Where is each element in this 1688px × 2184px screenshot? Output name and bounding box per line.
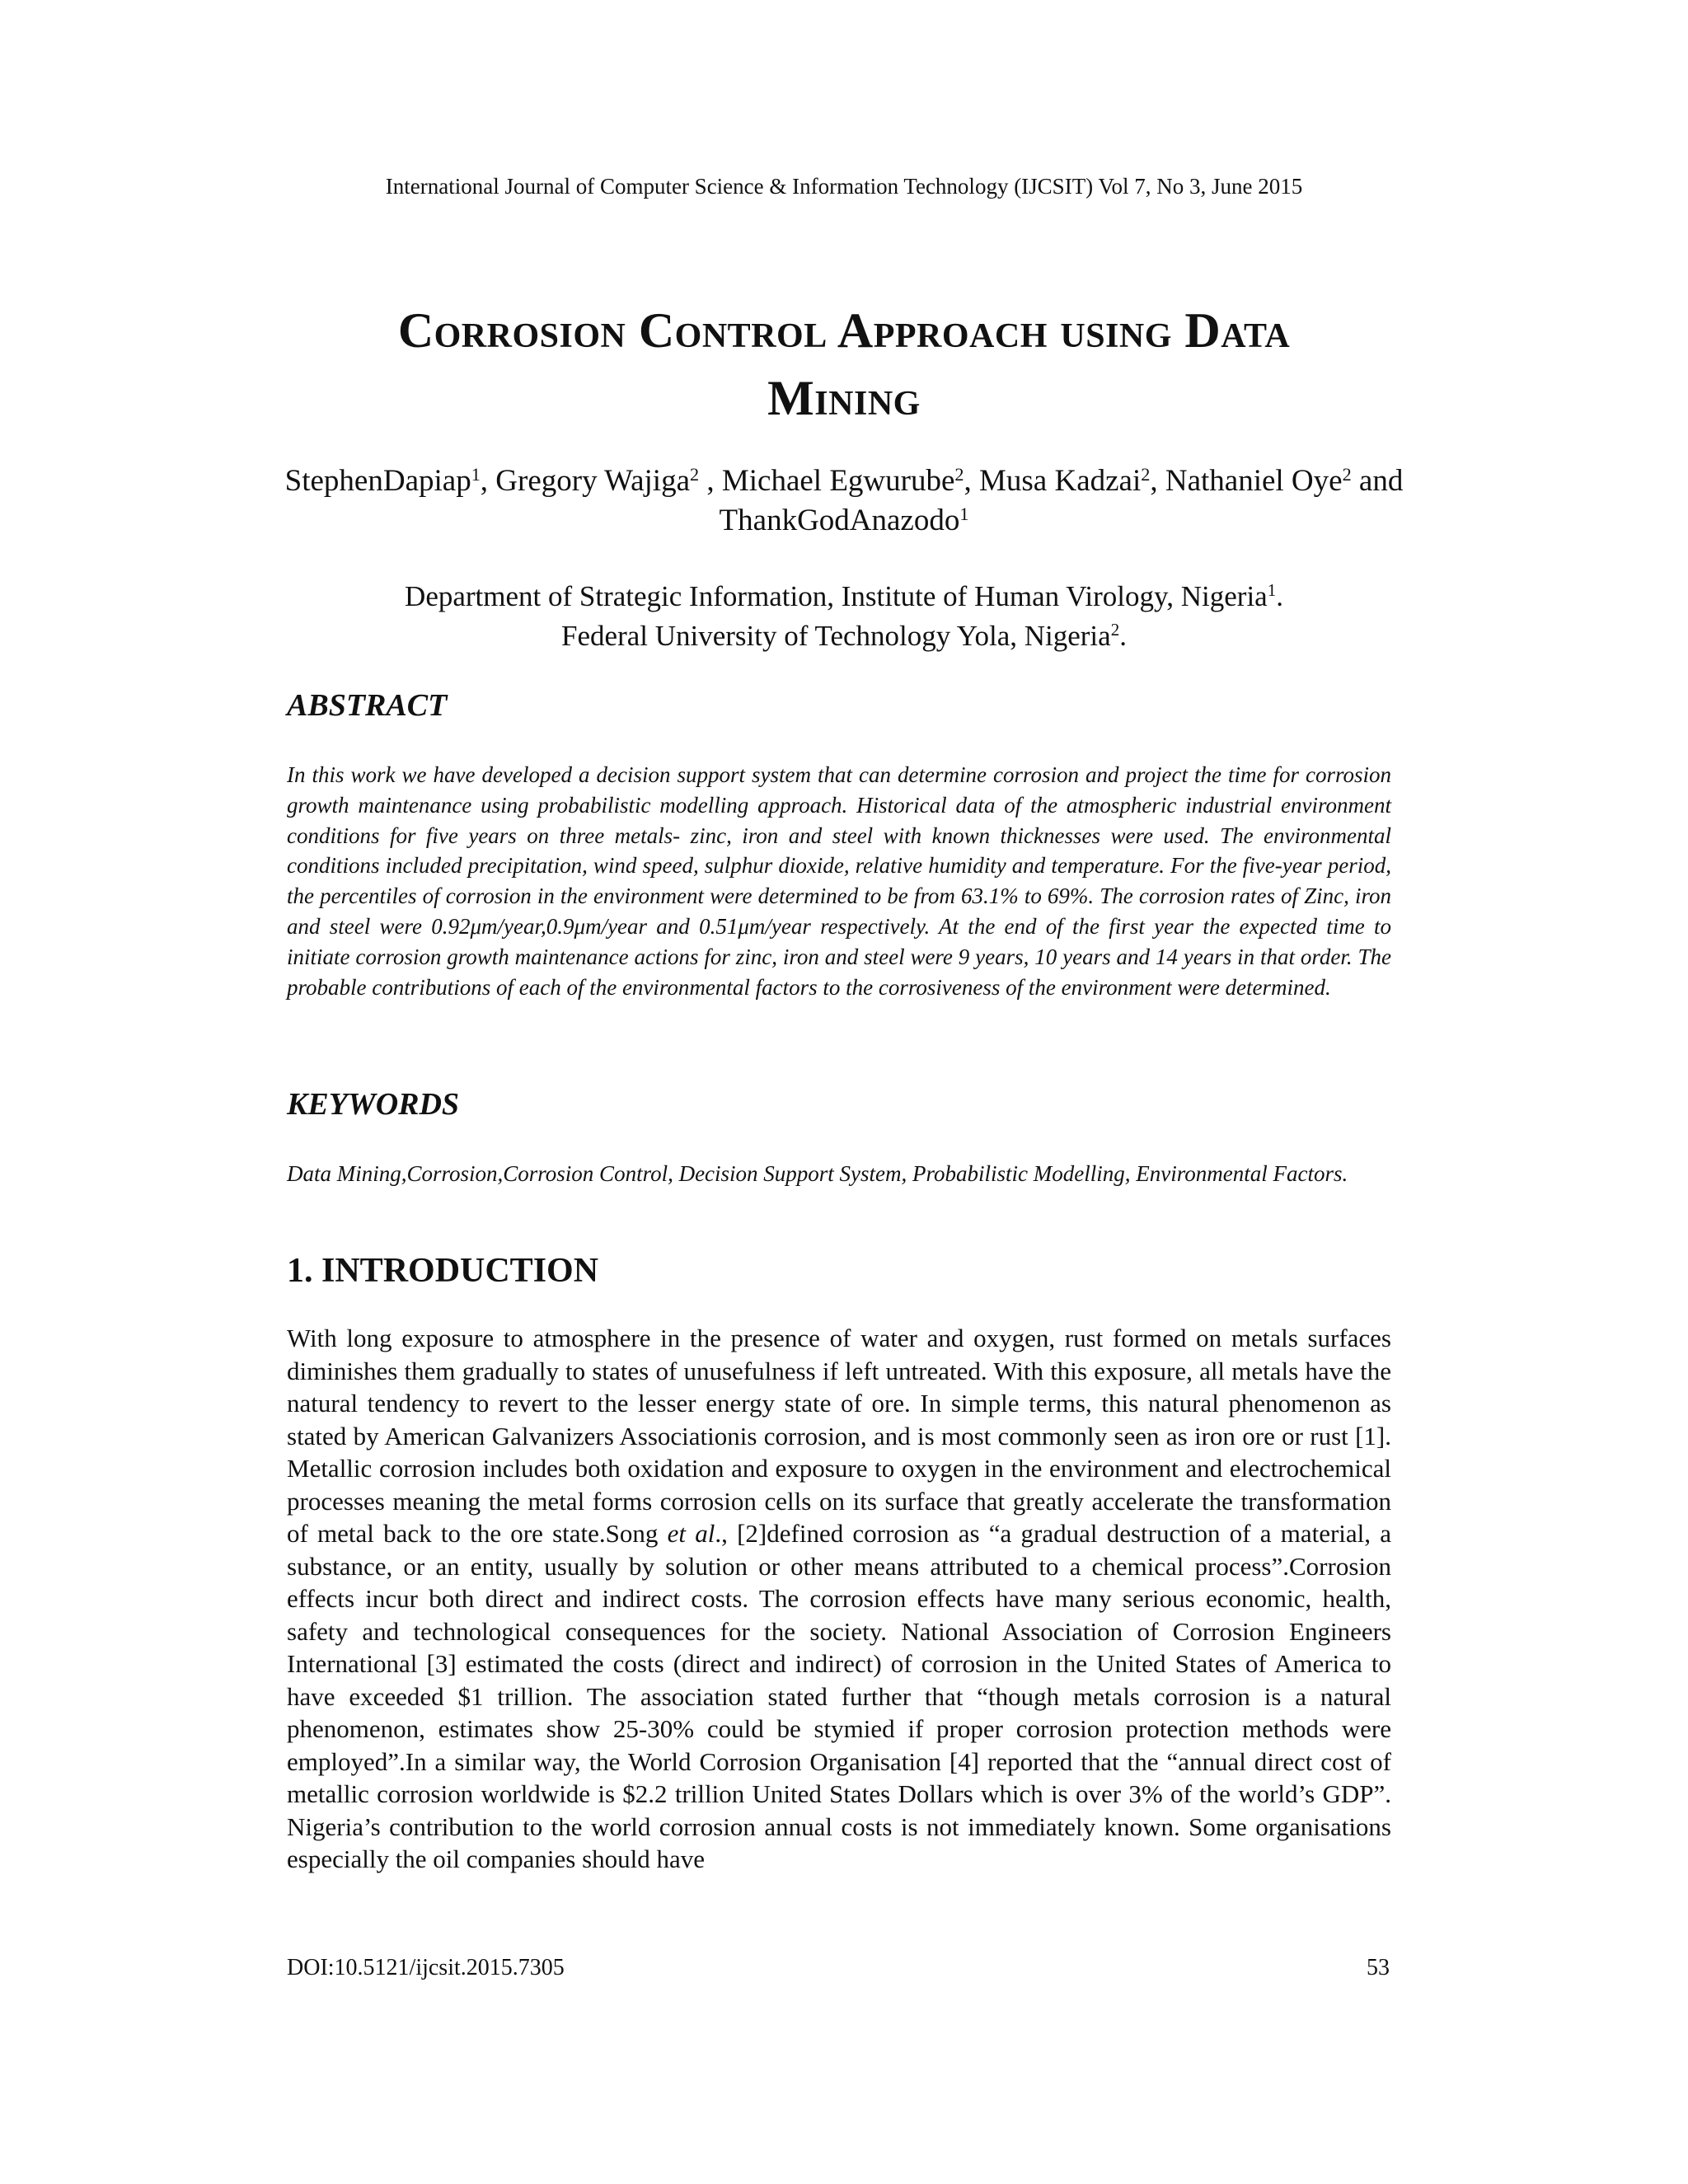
paper-title-line-2: Mining xyxy=(767,371,921,425)
abstract-heading: ABSTRACT xyxy=(287,688,448,723)
affiliation-punct: . xyxy=(1276,580,1283,612)
author-name: , Gregory Wajiga xyxy=(480,464,691,498)
author-name: , Michael Egwurube xyxy=(699,464,955,498)
author-name: StephenDapiap xyxy=(284,464,471,498)
introduction-text-part-1: With long exposure to atmosphere in the presence of water and oxygen, rust formed on metals surfaces diminishes them gradually to states of unusefulness if left untreated. With this exposure, all metals have the natural tendency to revert to the lesser energy state of ore. In simple terms, this natural phenomenon as stated by American Galvanizers Associationis corrosion, and is most commonly seen as iron ore or rust [1]. Metallic corrosion includes both oxidation and exposure to oxygen in the environment and electrochemical processes meaning the metal forms corrosion cells on its surface that greatly accelerate the transformation of metal back to the ore state.Song xyxy=(287,1324,1391,1548)
author-affiliation-mark: 2 xyxy=(954,463,964,485)
abstract-body: In this work we have developed a decision support system that can determine corrosion and project the time for corrosion growth maintenance using probabilistic modelling approach. Historical data of the atmospheric industrial environment conditions for five years on three metals- zinc, iron and steel with known thicknesses were used. The environmental conditions included precipitation, wind speed, sulphur dioxide, relative humidity and temperature. For the five-year period, the percentiles of corrosion in the environment were determined to be from 63.1% to 69%. The corrosion rates of Zinc, iron and steel were 0.92μm/year,0.9μm/year and 0.51μm/year respectively. At the end of the first year the expected time to initiate corrosion growth maintenance actions for zinc, iron and steel were 9 years, 10 years and 14 years in that order. The probable contributions of each of the environmental factors to the corrosiveness of the environment were determined. xyxy=(287,762,1391,1000)
author-affiliation-mark: 2 xyxy=(690,463,700,485)
paper-title xyxy=(0,297,1688,432)
affiliation-punct: . xyxy=(1119,620,1127,652)
author-name: , Nathaniel Oye xyxy=(1150,464,1343,498)
author-name: and ThankGodAnazodo xyxy=(719,464,1404,537)
keywords-body: Data Mining,Corrosion,Corrosion Control, Decision Support System, Probabilistic Modelling, Environmental Factors. xyxy=(287,1161,1348,1186)
affiliation-mark: 2 xyxy=(1110,620,1120,640)
introduction-body xyxy=(287,1322,1391,1876)
keywords-heading: KEYWORDS xyxy=(287,1087,460,1122)
author-affiliation-mark: 2 xyxy=(1342,463,1352,485)
affiliation-mark: 1 xyxy=(1267,580,1277,601)
et-al-italic: al xyxy=(695,1519,715,1548)
author-name: , Musa Kadzai xyxy=(964,464,1142,498)
affiliation-1 xyxy=(272,577,1416,616)
author-affiliation-mark: 1 xyxy=(959,503,969,524)
page-number: 53 xyxy=(1367,1955,1390,1980)
affiliation-list xyxy=(272,577,1416,656)
et-al-italic: et xyxy=(667,1519,687,1548)
footer-doi: DOI:10.5121/ijcsit.2015.7305 xyxy=(287,1955,565,1980)
author-affiliation-mark: 1 xyxy=(471,463,481,485)
introduction-text-part-2: ., [2]defined corrosion as “a gradual destruction of a material, a substance, or an entity, usually by solution or other means attributed to a chemical process”.Corrosion effects incur both direct and indirect costs. The corrosion effects have many serious economic, health, safety and technological consequences for the society. National Association of Corrosion Engineers International [3] estimated the costs (direct and indirect) of corrosion in the United States of America to have exceeded $1 trillion. The association stated further that “though metals corrosion is a natural phenomenon, estimates show 25-30% could be stymied if proper corrosion protection methods were employed”.In a similar way, the World Corrosion Organisation [4] reported that the “annual direct cost of metallic corrosion worldwide is $2.2 trillion United States Dollars which is over 3% of the world’s GDP”. Nigeria’s contribution to the world corrosion annual costs is not immediately known. Some organisations especially the oil companies should have xyxy=(287,1519,1391,1873)
affiliation-2 xyxy=(272,616,1416,656)
introduction-heading: 1. INTRODUCTION xyxy=(287,1252,599,1290)
affiliation-text: Federal University of Technology Yola, Nigeria xyxy=(561,620,1111,652)
running-header: International Journal of Computer Science & Information Technology (IJCSIT) Vol 7, No 3, June 2015 xyxy=(385,174,1303,199)
author-list xyxy=(272,462,1416,541)
affiliation-text: Department of Strategic Information, Institute of Human Virology, Nigeria xyxy=(405,580,1268,612)
paper-title-line-1: Corrosion Control Approach using Data xyxy=(397,303,1291,358)
author-affiliation-mark: 2 xyxy=(1141,463,1151,485)
